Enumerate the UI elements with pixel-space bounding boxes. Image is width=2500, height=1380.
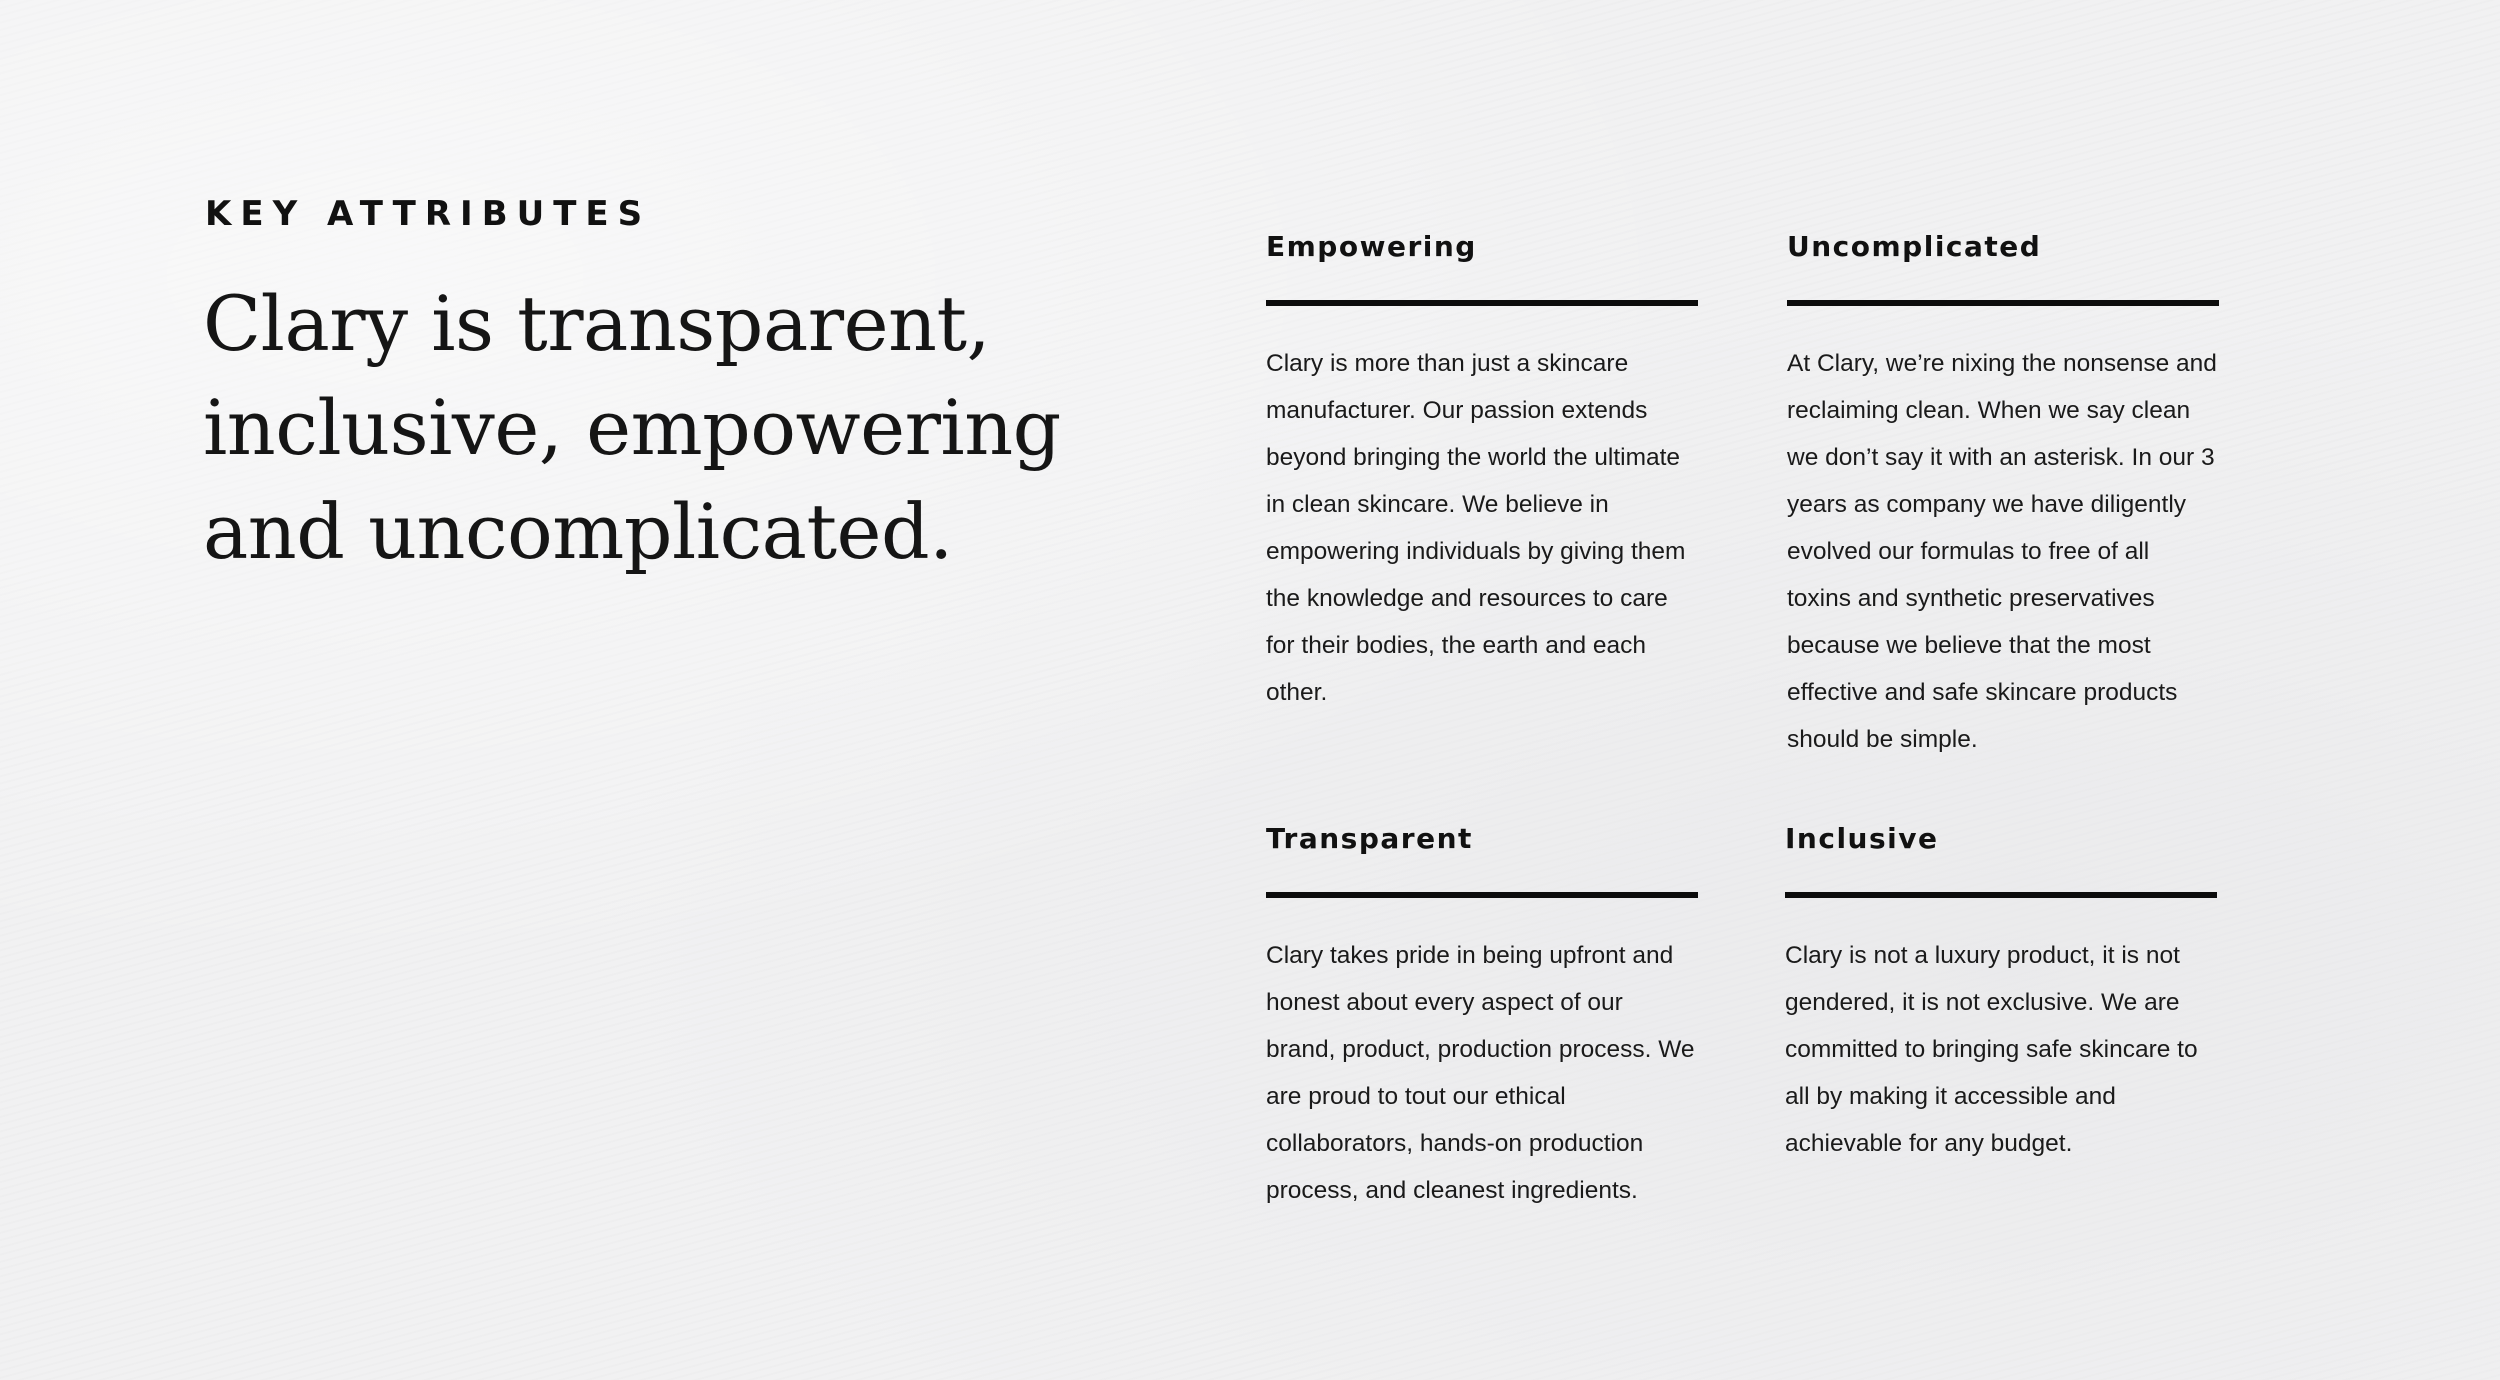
attribute-title: Uncomplicated <box>1787 230 2042 263</box>
section-eyebrow: KEY ATTRIBUTES <box>205 194 652 234</box>
attribute-title: Inclusive <box>1785 822 1939 855</box>
attribute-divider <box>1787 300 2219 306</box>
attribute-title: Empowering <box>1266 230 1477 263</box>
attribute-card-transparent <box>1266 819 1698 1214</box>
attribute-description: At Clary, we’re nixing the nonsense and reclaiming clean. When we say clean we don’t say it with an asterisk. In our 3 years as company we have diligently evolved our formulas to free of all toxins and synthetic preservatives because we believe that the most effective and safe skincare products should be simple. <box>1787 350 2217 753</box>
attribute-title: Transparent <box>1266 822 1473 855</box>
attribute-description: Clary takes pride in being upfront and honest about every aspect of our brand, product, production process. We are proud to tout our ethical collaborators, hands-on production process, and cleanest ingredients. <box>1266 942 1695 1204</box>
attribute-card-inclusive <box>1785 819 2217 1167</box>
attribute-card-uncomplicated <box>1787 227 2219 763</box>
attribute-card-empowering <box>1266 227 1698 716</box>
section-headline: Clary is transparent, inclusive, empowering and uncomplicated. <box>203 279 1061 576</box>
attribute-divider <box>1266 892 1698 898</box>
attribute-divider <box>1266 300 1698 306</box>
attribute-divider <box>1785 892 2217 898</box>
attribute-description: Clary is not a luxury product, it is not gendered, it is not exclusive. We are committed to bringing safe skincare to all by making it accessible and achievable for any budget. <box>1785 942 2198 1157</box>
attribute-description: Clary is more than just a skincare manufacturer. Our passion extends beyond bringing the world the ultimate in clean skincare. We believe in empowering individuals by giving them the knowledge and resources to care for their bodies, the earth and each other. <box>1266 350 1686 706</box>
